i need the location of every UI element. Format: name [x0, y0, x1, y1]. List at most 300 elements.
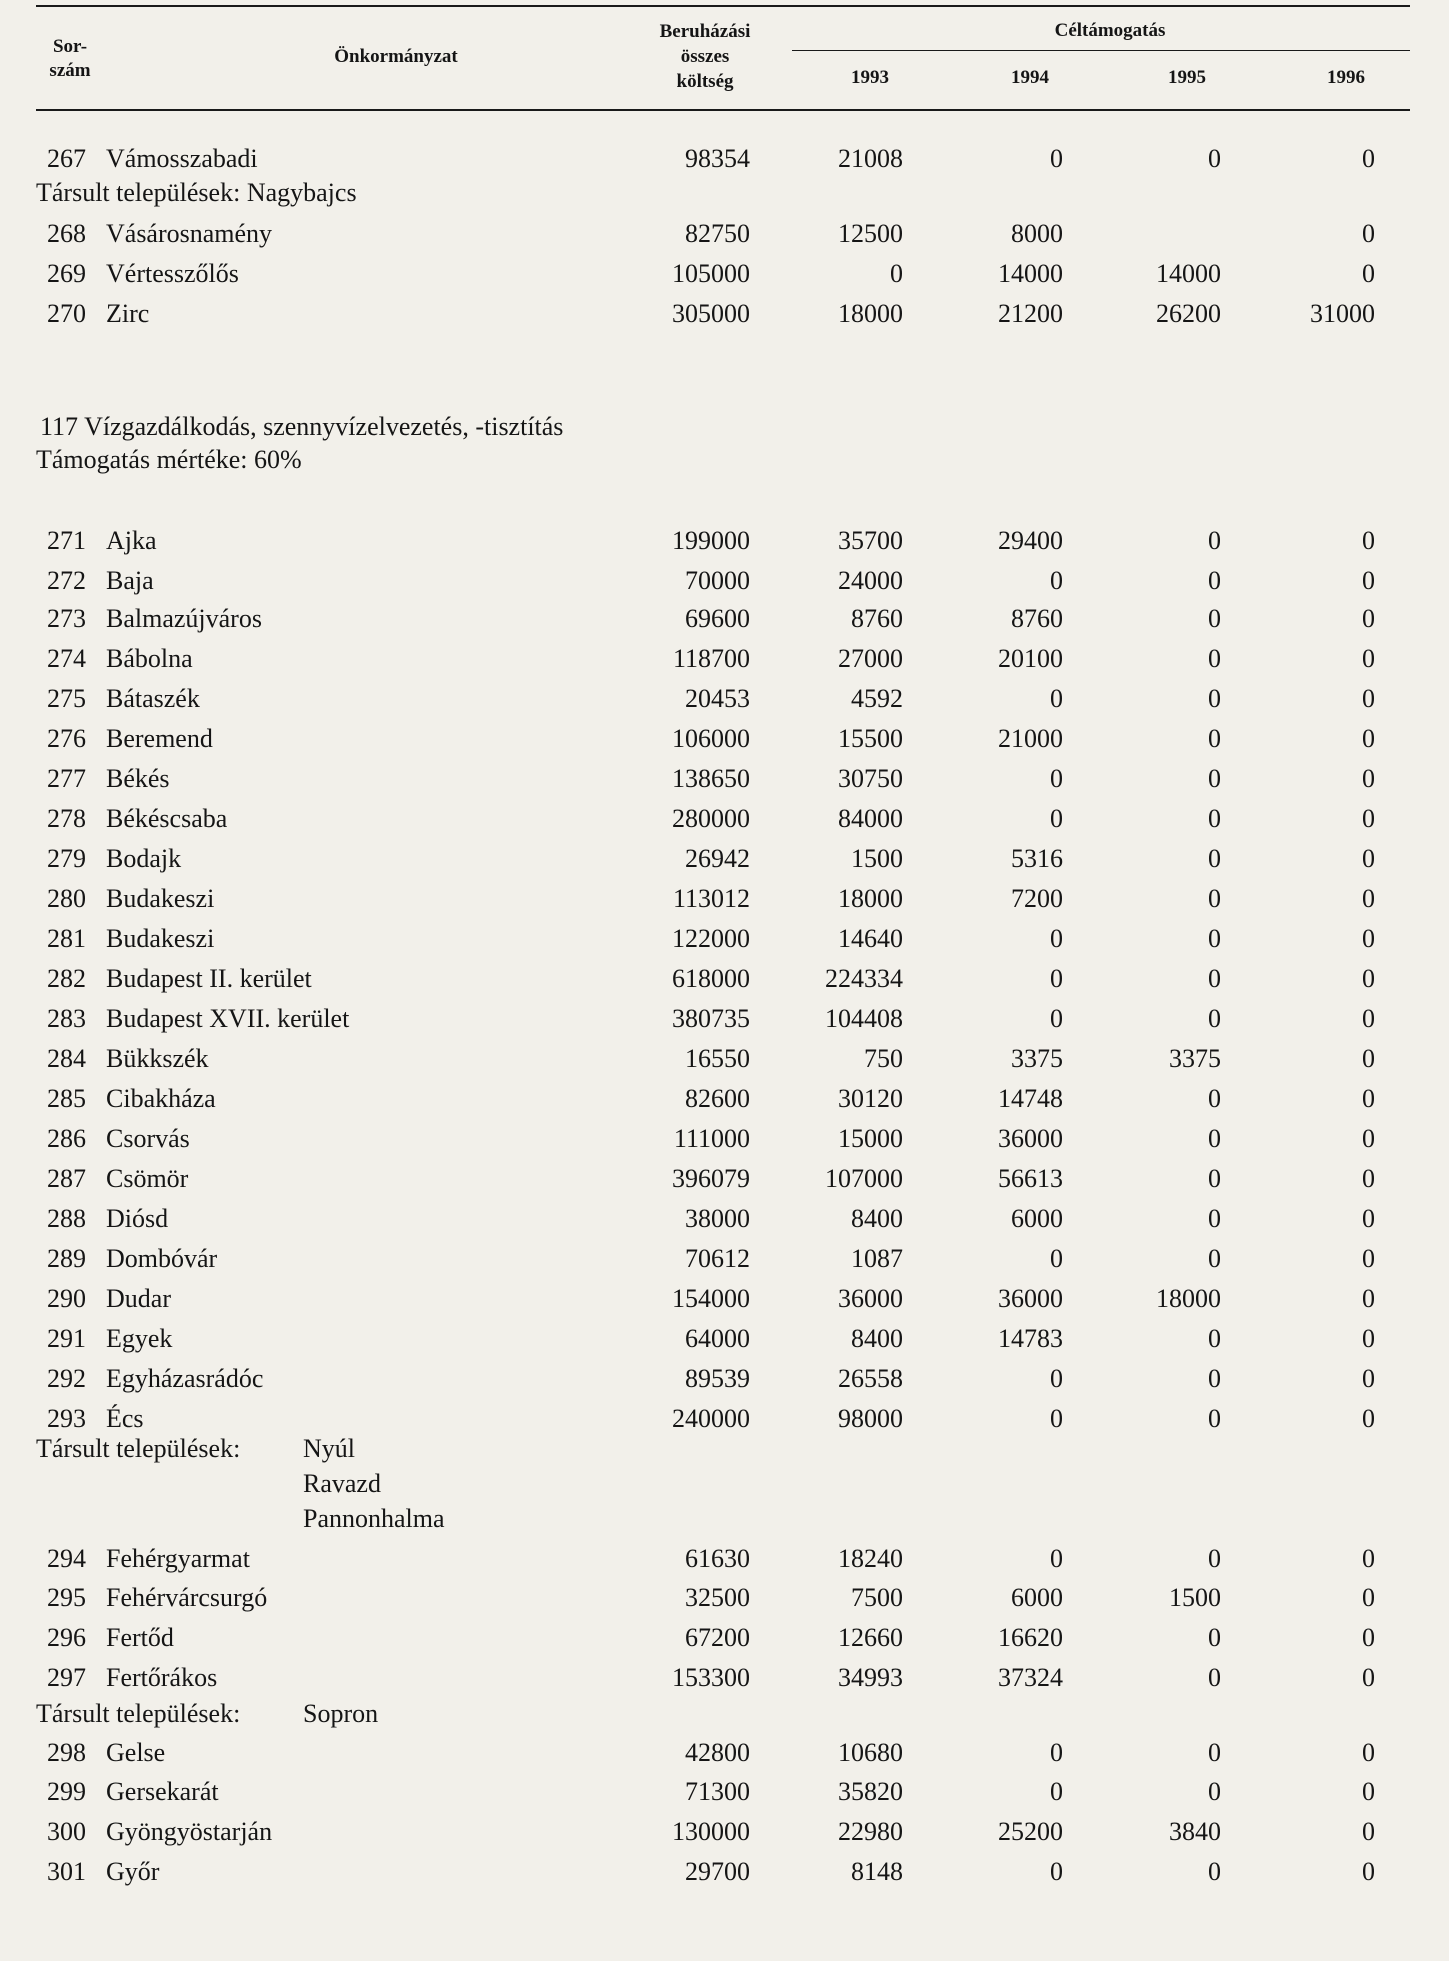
row-number: 291 — [47, 1324, 86, 1353]
table-row — [0, 1855, 1449, 1889]
municipality-name: Fertőd — [106, 1623, 174, 1652]
support-1994: 0 — [1050, 684, 1063, 713]
municipality-name: Bátaszék — [106, 684, 200, 713]
support-1993: 18000 — [838, 884, 903, 913]
municipality-name: Vásárosnamény — [106, 219, 273, 248]
header-bottom-rule — [36, 109, 1410, 111]
support-1995: 3375 — [1169, 1044, 1221, 1073]
associated-settlement: Pannonhalma — [303, 1504, 445, 1533]
table-row — [0, 1122, 1449, 1156]
total-investment-cost: 396079 — [672, 1164, 750, 1193]
support-1993: 8400 — [851, 1204, 903, 1233]
total-investment-cost: 71300 — [685, 1777, 750, 1806]
support-1993: 84000 — [838, 804, 903, 833]
support-1994: 21000 — [998, 724, 1063, 753]
municipality-name: Budapest II. kerület — [106, 964, 312, 993]
row-number: 276 — [47, 724, 86, 753]
support-1993: 98000 — [838, 1404, 903, 1433]
header-name: Önkormányzat — [334, 46, 458, 67]
total-investment-cost: 26942 — [685, 844, 750, 873]
support-1996: 0 — [1362, 1084, 1375, 1113]
support-1995: 1500 — [1169, 1583, 1221, 1612]
support-1994: 0 — [1050, 1404, 1063, 1433]
municipality-name: Győr — [106, 1857, 160, 1886]
support-1993: 21008 — [838, 144, 903, 173]
municipality-name: Ajka — [106, 526, 157, 555]
total-investment-cost: 380735 — [672, 1004, 750, 1033]
support-1994: 8760 — [1011, 604, 1063, 633]
row-number: 278 — [47, 804, 86, 833]
support-1996: 0 — [1362, 1124, 1375, 1153]
support-1994: 0 — [1050, 924, 1063, 953]
support-1994: 20100 — [998, 644, 1063, 673]
support-1994: 0 — [1050, 1777, 1063, 1806]
total-investment-cost: 106000 — [672, 724, 750, 753]
total-investment-cost: 61630 — [685, 1544, 750, 1573]
header-year-1993: 1993 — [851, 67, 889, 88]
table-row — [0, 1581, 1449, 1615]
row-number: 274 — [47, 644, 86, 673]
support-1994: 8000 — [1011, 219, 1063, 248]
support-1996: 0 — [1362, 644, 1375, 673]
total-investment-cost: 153300 — [672, 1663, 750, 1692]
total-investment-cost: 130000 — [672, 1817, 750, 1846]
table-row — [0, 1002, 1449, 1036]
support-1995: 0 — [1208, 1084, 1221, 1113]
support-1995: 0 — [1208, 1663, 1221, 1692]
total-investment-cost: 118700 — [672, 644, 750, 673]
row-number: 273 — [47, 604, 86, 633]
municipality-name: Balmazújváros — [106, 604, 262, 633]
municipality-name: Békéscsaba — [106, 804, 228, 833]
table-row — [0, 602, 1449, 636]
support-1994: 0 — [1050, 764, 1063, 793]
support-1995: 0 — [1208, 1164, 1221, 1193]
header-cost-line1: Beruházási — [659, 21, 751, 42]
total-investment-cost: 240000 — [672, 1404, 750, 1433]
support-1996: 0 — [1362, 1623, 1375, 1652]
support-1993: 30750 — [838, 764, 903, 793]
row-number: 296 — [47, 1623, 86, 1652]
support-1994: 14000 — [998, 259, 1063, 288]
support-1994: 0 — [1050, 964, 1063, 993]
support-1994: 6000 — [1011, 1204, 1063, 1233]
table-row — [0, 922, 1449, 956]
support-1995: 3840 — [1169, 1817, 1221, 1846]
table-row — [0, 257, 1449, 291]
municipality-name: Dombóvár — [106, 1244, 218, 1273]
table-row — [0, 1661, 1449, 1695]
support-1995: 0 — [1208, 1738, 1221, 1767]
row-number: 269 — [47, 259, 86, 288]
support-1994: 36000 — [998, 1284, 1063, 1313]
support-1996: 0 — [1362, 526, 1375, 555]
support-1996: 0 — [1362, 1817, 1375, 1846]
support-1993: 18000 — [838, 299, 903, 328]
municipality-name: Bükkszék — [106, 1044, 209, 1073]
row-number: 279 — [47, 844, 86, 873]
support-1996: 0 — [1362, 604, 1375, 633]
support-1993: 27000 — [838, 644, 903, 673]
support-1994: 0 — [1050, 1857, 1063, 1886]
header-num-line2: szám — [49, 60, 91, 81]
support-1993: 8400 — [851, 1324, 903, 1353]
municipality-name: Zirc — [106, 299, 150, 328]
municipality-name: Fehérvárcsurgó — [106, 1583, 268, 1612]
support-1995: 0 — [1208, 844, 1221, 873]
total-investment-cost: 111000 — [673, 1124, 750, 1153]
support-1996: 0 — [1362, 1738, 1375, 1767]
support-1994: 0 — [1050, 1244, 1063, 1273]
table-row — [0, 564, 1449, 598]
row-number: 281 — [47, 924, 86, 953]
support-1994: 16620 — [998, 1623, 1063, 1652]
support-1996: 0 — [1362, 259, 1375, 288]
total-investment-cost: 32500 — [685, 1583, 750, 1612]
total-investment-cost: 70000 — [685, 566, 750, 595]
total-investment-cost: 98354 — [685, 144, 750, 173]
associated-settlement: Nyúl — [303, 1434, 355, 1463]
support-1994: 21200 — [998, 299, 1063, 328]
municipality-name: Budakeszi — [106, 884, 215, 913]
table-row — [0, 1736, 1449, 1770]
support-1996: 0 — [1362, 884, 1375, 913]
table-row — [0, 297, 1449, 331]
support-1994: 0 — [1050, 1738, 1063, 1767]
support-1993: 35820 — [838, 1777, 903, 1806]
support-1995: 0 — [1208, 1124, 1221, 1153]
support-1995: 0 — [1208, 764, 1221, 793]
support-1995: 0 — [1208, 964, 1221, 993]
support-1994: 29400 — [998, 526, 1063, 555]
support-1994: 7200 — [1011, 884, 1063, 913]
support-1993: 14640 — [838, 924, 903, 953]
row-number: 283 — [47, 1004, 86, 1033]
support-1993: 12500 — [838, 219, 903, 248]
support-1993: 1087 — [851, 1244, 903, 1273]
total-investment-cost: 20453 — [685, 684, 750, 713]
header-num-line1: Sor- — [52, 36, 88, 57]
support-1993: 224334 — [825, 964, 903, 993]
row-number: 292 — [47, 1364, 86, 1393]
support-1994: 0 — [1050, 1004, 1063, 1033]
municipality-name: Bodajk — [106, 844, 182, 873]
row-number: 298 — [47, 1738, 86, 1767]
support-1996: 0 — [1362, 1663, 1375, 1692]
support-1994: 0 — [1050, 1544, 1063, 1573]
support-1995: 0 — [1208, 804, 1221, 833]
support-1993: 10680 — [838, 1738, 903, 1767]
total-investment-cost: 618000 — [672, 964, 750, 993]
support-1996: 0 — [1362, 1164, 1375, 1193]
municipality-name: Budapest XVII. kerület — [106, 1004, 350, 1033]
support-1995: 0 — [1208, 1623, 1221, 1652]
header-year-1995: 1995 — [1168, 67, 1206, 88]
associated-settlement: Ravazd — [303, 1469, 381, 1498]
row-number: 300 — [47, 1817, 86, 1846]
support-1996: 0 — [1362, 144, 1375, 173]
table-row — [0, 1282, 1449, 1316]
header-cost-line2: összes — [680, 46, 730, 67]
support-1993: 104408 — [825, 1004, 903, 1033]
support-1996: 0 — [1362, 1404, 1375, 1433]
municipality-name: Vértesszőlős — [106, 259, 239, 288]
table-row — [0, 1775, 1449, 1809]
table-row — [0, 1322, 1449, 1356]
row-number: 286 — [47, 1124, 86, 1153]
support-1996: 31000 — [1310, 299, 1375, 328]
table-row — [0, 802, 1449, 836]
associated-settlements-note: Társult települések: Nagybajcs — [36, 178, 357, 207]
row-number: 275 — [47, 684, 86, 713]
support-1995: 18000 — [1156, 1284, 1221, 1313]
support-rate: Támogatás mértéke: 60% — [36, 445, 302, 474]
municipality-name: Baja — [106, 566, 154, 595]
municipality-name: Csömör — [106, 1164, 189, 1193]
support-1996: 0 — [1362, 1284, 1375, 1313]
support-1994: 37324 — [998, 1663, 1063, 1692]
total-investment-cost: 29700 — [685, 1857, 750, 1886]
row-number: 295 — [47, 1583, 86, 1612]
support-1996: 0 — [1362, 1004, 1375, 1033]
associated-settlement: Sopron — [303, 1699, 379, 1728]
total-investment-cost: 82600 — [685, 1084, 750, 1113]
support-1996: 0 — [1362, 1324, 1375, 1353]
municipality-name: Écs — [106, 1404, 144, 1433]
section-title: 117 Vízgazdálkodás, szennyvízelvezetés, -tisztítás — [40, 412, 564, 441]
support-1993: 7500 — [851, 1583, 903, 1612]
support-1994: 0 — [1050, 566, 1063, 595]
associated-settlements-label: Társult települések: — [36, 1699, 241, 1728]
support-1993: 8148 — [851, 1857, 903, 1886]
table-row — [0, 524, 1449, 558]
support-1996: 0 — [1362, 804, 1375, 833]
table-row — [0, 722, 1449, 756]
table-row — [0, 1621, 1449, 1655]
header-year-1996: 1996 — [1327, 67, 1365, 88]
support-1994: 0 — [1050, 144, 1063, 173]
support-1994: 36000 — [998, 1124, 1063, 1153]
support-1995: 0 — [1208, 604, 1221, 633]
support-1995: 26200 — [1156, 299, 1221, 328]
support-1994: 0 — [1050, 804, 1063, 833]
support-1993: 34993 — [838, 1663, 903, 1692]
support-1995: 0 — [1208, 724, 1221, 753]
row-number: 284 — [47, 1044, 86, 1073]
row-number: 272 — [47, 566, 86, 595]
row-number: 289 — [47, 1244, 86, 1273]
support-1994: 3375 — [1011, 1044, 1063, 1073]
support-1993: 22980 — [838, 1817, 903, 1846]
support-1996: 0 — [1362, 1044, 1375, 1073]
row-number: 287 — [47, 1164, 86, 1193]
municipality-name: Bábolna — [106, 644, 193, 673]
support-1996: 0 — [1362, 1583, 1375, 1612]
support-1993: 15000 — [838, 1124, 903, 1153]
support-1995: 0 — [1208, 1204, 1221, 1233]
support-1995: 0 — [1208, 1777, 1221, 1806]
support-1995: 0 — [1208, 1857, 1221, 1886]
support-1996: 0 — [1362, 1857, 1375, 1886]
support-1996: 0 — [1362, 844, 1375, 873]
support-1996: 0 — [1362, 1777, 1375, 1806]
support-1996: 0 — [1362, 1204, 1375, 1233]
support-1993: 36000 — [838, 1284, 903, 1313]
support-1995: 0 — [1208, 644, 1221, 673]
total-investment-cost: 16550 — [685, 1044, 750, 1073]
row-number: 299 — [47, 1777, 86, 1806]
municipality-name: Egyek — [106, 1324, 173, 1353]
total-investment-cost: 67200 — [685, 1623, 750, 1652]
municipality-name: Fertőrákos — [106, 1663, 218, 1692]
table-row — [0, 1815, 1449, 1849]
table-row — [0, 962, 1449, 996]
support-1993: 750 — [864, 1044, 903, 1073]
row-number: 271 — [47, 526, 86, 555]
municipality-name: Gyöngyöstarján — [106, 1817, 273, 1846]
total-investment-cost: 69600 — [685, 604, 750, 633]
support-1995: 0 — [1208, 1364, 1221, 1393]
associated-settlements-label: Társult települések: — [36, 1434, 241, 1463]
support-1993: 35700 — [838, 526, 903, 555]
total-investment-cost: 154000 — [672, 1284, 750, 1313]
cost-column-rule — [792, 50, 1410, 51]
support-1993: 8760 — [851, 604, 903, 633]
row-number: 282 — [47, 964, 86, 993]
total-investment-cost: 280000 — [672, 804, 750, 833]
row-number: 280 — [47, 884, 86, 913]
support-1996: 0 — [1362, 724, 1375, 753]
table-row — [0, 762, 1449, 796]
total-investment-cost: 89539 — [685, 1364, 750, 1393]
table-row — [0, 682, 1449, 716]
municipality-name: Budakeszi — [106, 924, 215, 953]
support-1995: 0 — [1208, 1404, 1221, 1433]
top-rule — [36, 5, 1410, 7]
table-row — [0, 1242, 1449, 1276]
support-1996: 0 — [1362, 964, 1375, 993]
support-1995: 0 — [1208, 144, 1221, 173]
municipality-name: Beremend — [106, 724, 213, 753]
table-row — [0, 1082, 1449, 1116]
support-1993: 4592 — [851, 684, 903, 713]
total-investment-cost: 64000 — [685, 1324, 750, 1353]
table-row — [0, 1042, 1449, 1076]
support-1994: 14783 — [998, 1324, 1063, 1353]
support-1995: 0 — [1208, 1004, 1221, 1033]
support-1995: 0 — [1208, 566, 1221, 595]
municipality-name: Csorvás — [106, 1124, 190, 1153]
total-investment-cost: 105000 — [672, 259, 750, 288]
support-1996: 0 — [1362, 684, 1375, 713]
table-row — [0, 1402, 1449, 1436]
support-1995: 0 — [1208, 884, 1221, 913]
header-cost-line3: költség — [676, 71, 734, 92]
row-number: 268 — [47, 219, 86, 248]
table-row — [0, 1162, 1449, 1196]
table-row — [0, 882, 1449, 916]
total-investment-cost: 305000 — [672, 299, 750, 328]
total-investment-cost: 38000 — [685, 1204, 750, 1233]
support-1993: 24000 — [838, 566, 903, 595]
total-investment-cost: 42800 — [685, 1738, 750, 1767]
total-investment-cost: 70612 — [685, 1244, 750, 1273]
municipality-name: Gelse — [106, 1738, 166, 1767]
municipality-name: Dudar — [106, 1284, 171, 1313]
table-row — [0, 1202, 1449, 1236]
support-1995: 0 — [1208, 526, 1221, 555]
support-1996: 0 — [1362, 566, 1375, 595]
support-1995: 0 — [1208, 684, 1221, 713]
table-row — [0, 1542, 1449, 1576]
support-1996: 0 — [1362, 219, 1375, 248]
support-1994: 0 — [1050, 1364, 1063, 1393]
municipality-name: Egyházasrádóc — [106, 1364, 264, 1393]
support-1994: 14748 — [998, 1084, 1063, 1113]
support-1996: 0 — [1362, 764, 1375, 793]
total-investment-cost: 138650 — [672, 764, 750, 793]
support-1993: 30120 — [838, 1084, 903, 1113]
row-number: 285 — [47, 1084, 86, 1113]
table-row — [0, 217, 1449, 251]
header-year-1994: 1994 — [1011, 67, 1049, 88]
row-number: 297 — [47, 1663, 86, 1692]
support-1995: 0 — [1208, 1544, 1221, 1573]
support-1996: 0 — [1362, 924, 1375, 953]
municipality-name: Gersekarát — [106, 1777, 219, 1806]
header-support: Céltámogatás — [1054, 20, 1166, 41]
support-1996: 0 — [1362, 1364, 1375, 1393]
row-number: 290 — [47, 1284, 86, 1313]
table-row — [0, 642, 1449, 676]
row-number: 294 — [47, 1544, 86, 1573]
table-row — [0, 142, 1449, 176]
support-1993: 107000 — [825, 1164, 903, 1193]
support-1995: 14000 — [1156, 259, 1221, 288]
row-number: 293 — [47, 1404, 86, 1433]
municipality-name: Cibakháza — [106, 1084, 216, 1113]
table-row — [0, 1362, 1449, 1396]
support-1993: 26558 — [838, 1364, 903, 1393]
support-1994: 56613 — [998, 1164, 1063, 1193]
support-1993: 12660 — [838, 1623, 903, 1652]
row-number: 270 — [47, 299, 86, 328]
total-investment-cost: 122000 — [672, 924, 750, 953]
municipality-name: Békés — [106, 764, 170, 793]
support-1995: 0 — [1208, 924, 1221, 953]
support-1994: 6000 — [1011, 1583, 1063, 1612]
support-1994: 5316 — [1011, 844, 1063, 873]
support-1995: 0 — [1208, 1244, 1221, 1273]
support-1995: 0 — [1208, 1324, 1221, 1353]
municipality-name: Vámosszabadi — [106, 144, 258, 173]
total-investment-cost: 82750 — [685, 219, 750, 248]
support-1993: 15500 — [838, 724, 903, 753]
row-number: 277 — [47, 764, 86, 793]
municipality-name: Fehérgyarmat — [106, 1544, 250, 1573]
total-investment-cost: 113012 — [672, 884, 750, 913]
row-number: 288 — [47, 1204, 86, 1233]
table-row — [0, 842, 1449, 876]
row-number: 267 — [47, 144, 86, 173]
support-1993: 0 — [890, 259, 903, 288]
support-1996: 0 — [1362, 1544, 1375, 1573]
total-investment-cost: 199000 — [672, 526, 750, 555]
support-1996: 0 — [1362, 1244, 1375, 1273]
municipality-name: Diósd — [106, 1204, 169, 1233]
support-1994: 25200 — [998, 1817, 1063, 1846]
support-1993: 1500 — [851, 844, 903, 873]
